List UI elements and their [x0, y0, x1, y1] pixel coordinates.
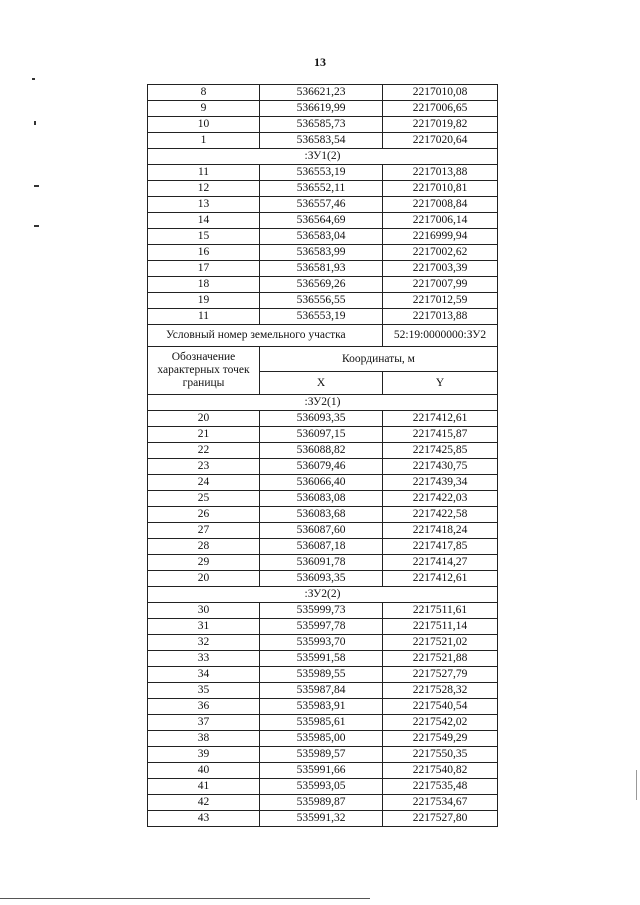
- y-coordinate-cell: 2217003,39: [383, 261, 498, 277]
- x-coordinate-cell: 536583,54: [260, 133, 383, 149]
- x-coordinate-cell: 535989,87: [260, 795, 383, 811]
- point-number-cell: 36: [148, 699, 260, 715]
- table-row: [148, 459, 498, 475]
- y-coordinate-cell: 2217414,27: [383, 555, 498, 571]
- y-coordinate-cell: 2217430,75: [383, 459, 498, 475]
- point-number-cell: 8: [148, 85, 260, 101]
- table-row: [148, 747, 498, 763]
- x-coordinate-cell: 536087,18: [260, 539, 383, 555]
- x-coordinate-cell: 536557,46: [260, 197, 383, 213]
- table-row: [148, 619, 498, 635]
- y-coordinate-cell: 2217019,82: [383, 117, 498, 133]
- table-row: [148, 699, 498, 715]
- y-coordinate-cell: 2217008,84: [383, 197, 498, 213]
- y-coordinate-cell: 2217422,58: [383, 507, 498, 523]
- y-coordinate-cell: 2217002,62: [383, 245, 498, 261]
- point-number-cell: 30: [148, 603, 260, 619]
- point-number-cell: 11: [148, 165, 260, 181]
- x-coordinate-cell: 536083,68: [260, 507, 383, 523]
- table-row: [148, 261, 498, 277]
- table-row: [148, 555, 498, 571]
- point-number-cell: 35: [148, 683, 260, 699]
- table-row: [148, 309, 498, 325]
- table-row: [148, 795, 498, 811]
- table-row: [148, 715, 498, 731]
- point-number-cell: 13: [148, 197, 260, 213]
- point-number-cell: 18: [148, 277, 260, 293]
- x-coordinate-cell: 536083,08: [260, 491, 383, 507]
- table-row: [148, 571, 498, 587]
- x-coordinate-cell: 535985,61: [260, 715, 383, 731]
- table-row: [148, 293, 498, 309]
- point-number-cell: 33: [148, 651, 260, 667]
- table-row: [148, 539, 498, 555]
- scan-mark: [34, 225, 39, 227]
- y-coordinate-cell: 2217542,02: [383, 715, 498, 731]
- y-coordinate-cell: 2217417,85: [383, 539, 498, 555]
- point-number-cell: 41: [148, 779, 260, 795]
- y-coordinate-cell: 2217425,85: [383, 443, 498, 459]
- x-coordinate-cell: 535985,00: [260, 731, 383, 747]
- point-number-cell: 43: [148, 811, 260, 827]
- table-row: [148, 133, 498, 149]
- x-coordinate-cell: 536621,23: [260, 85, 383, 101]
- table-row: [148, 101, 498, 117]
- table-row: [148, 427, 498, 443]
- point-number-cell: 9: [148, 101, 260, 117]
- point-number-cell: 14: [148, 213, 260, 229]
- point-number-cell: 16: [148, 245, 260, 261]
- x-coordinate-cell: 536564,69: [260, 213, 383, 229]
- x-coordinate-cell: 535991,32: [260, 811, 383, 827]
- x-coordinate-cell: 535991,66: [260, 763, 383, 779]
- x-coordinate-cell: 536097,15: [260, 427, 383, 443]
- x-coordinate-cell: 536556,55: [260, 293, 383, 309]
- y-coordinate-cell: 2217540,82: [383, 763, 498, 779]
- y-coordinate-cell: 2217412,61: [383, 411, 498, 427]
- table-row: [148, 443, 498, 459]
- point-number-cell: 20: [148, 571, 260, 587]
- point-number-cell: 22: [148, 443, 260, 459]
- x-coordinate-cell: 536066,40: [260, 475, 383, 491]
- table-row: [148, 779, 498, 795]
- table-row: [148, 181, 498, 197]
- y-coordinate-cell: 2217534,67: [383, 795, 498, 811]
- x-coordinate-cell: 536569,26: [260, 277, 383, 293]
- section-zu2-1: [148, 395, 498, 411]
- y-coordinate-cell: 2217550,35: [383, 747, 498, 763]
- point-number-cell: 11: [148, 309, 260, 325]
- coordinates-table: [147, 84, 498, 827]
- parcel-header: [148, 325, 498, 395]
- y-coordinate-cell: 2217422,03: [383, 491, 498, 507]
- point-number-cell: 26: [148, 507, 260, 523]
- y-coordinate-cell: 2217020,64: [383, 133, 498, 149]
- point-number-cell: 42: [148, 795, 260, 811]
- point-number-cell: 28: [148, 539, 260, 555]
- header-y: Y: [383, 372, 498, 395]
- section-label-row: [148, 395, 498, 411]
- table-row: [148, 603, 498, 619]
- y-coordinate-cell: 2217540,54: [383, 699, 498, 715]
- table-row: [148, 731, 498, 747]
- x-coordinate-cell: 535989,55: [260, 667, 383, 683]
- table-row: [148, 213, 498, 229]
- x-coordinate-cell: 535993,70: [260, 635, 383, 651]
- section-zu2-2: [148, 587, 498, 603]
- table-row: [148, 683, 498, 699]
- section-before: [148, 85, 498, 149]
- y-coordinate-cell: 2216999,94: [383, 229, 498, 245]
- section-label: :ЗУ1(2): [148, 149, 498, 165]
- point-number-cell: 1: [148, 133, 260, 149]
- y-coordinate-cell: 2217012,59: [383, 293, 498, 309]
- x-coordinate-cell: 536088,82: [260, 443, 383, 459]
- x-coordinate-cell: 536553,19: [260, 309, 383, 325]
- x-coordinate-cell: 536583,99: [260, 245, 383, 261]
- point-number-cell: 27: [148, 523, 260, 539]
- y-coordinate-cell: 2217415,87: [383, 427, 498, 443]
- x-coordinate-cell: 536581,93: [260, 261, 383, 277]
- x-coordinate-cell: 536087,60: [260, 523, 383, 539]
- point-number-cell: 25: [148, 491, 260, 507]
- point-number-cell: 21: [148, 427, 260, 443]
- scan-mark: [636, 770, 637, 800]
- x-coordinate-cell: 535987,84: [260, 683, 383, 699]
- section-label: :ЗУ2(1): [148, 395, 498, 411]
- point-number-cell: 24: [148, 475, 260, 491]
- y-coordinate-cell: 2217007,99: [383, 277, 498, 293]
- y-coordinate-cell: 2217006,65: [383, 101, 498, 117]
- table-row: [148, 523, 498, 539]
- y-coordinate-cell: 2217010,08: [383, 85, 498, 101]
- table-row: [148, 277, 498, 293]
- header-row-top: [148, 347, 498, 372]
- table-row: [148, 85, 498, 101]
- point-number-cell: 10: [148, 117, 260, 133]
- section-label-row: [148, 149, 498, 165]
- table-row: [148, 491, 498, 507]
- table-row: [148, 763, 498, 779]
- point-number-cell: 40: [148, 763, 260, 779]
- x-coordinate-cell: 535993,05: [260, 779, 383, 795]
- point-number-cell: 12: [148, 181, 260, 197]
- scan-line: [0, 898, 370, 899]
- header-designation: Обозначение характерных точек границы: [148, 347, 260, 395]
- point-number-cell: 20: [148, 411, 260, 427]
- table-row: [148, 635, 498, 651]
- scan-mark: [34, 121, 36, 125]
- table-row: [148, 411, 498, 427]
- x-coordinate-cell: 536583,04: [260, 229, 383, 245]
- scan-mark: [34, 185, 39, 187]
- x-coordinate-cell: 536093,35: [260, 411, 383, 427]
- x-coordinate-cell: 536091,78: [260, 555, 383, 571]
- y-coordinate-cell: 2217549,29: [383, 731, 498, 747]
- x-coordinate-cell: 535997,78: [260, 619, 383, 635]
- x-coordinate-cell: 536552,11: [260, 181, 383, 197]
- y-coordinate-cell: 2217521,88: [383, 651, 498, 667]
- section-zu1-2: [148, 149, 498, 165]
- x-coordinate-cell: 536585,73: [260, 117, 383, 133]
- section-zu2-2-rows: [148, 603, 498, 827]
- x-coordinate-cell: 535983,91: [260, 699, 383, 715]
- table-row: [148, 651, 498, 667]
- x-coordinate-cell: 536079,46: [260, 459, 383, 475]
- point-number-cell: 23: [148, 459, 260, 475]
- x-coordinate-cell: 536553,19: [260, 165, 383, 181]
- y-coordinate-cell: 2217418,24: [383, 523, 498, 539]
- y-coordinate-cell: 2217528,32: [383, 683, 498, 699]
- parcel-number: 52:19:0000000:ЗУ2: [383, 325, 498, 347]
- table-row: [148, 117, 498, 133]
- header-coordinates: Координаты, м: [260, 347, 498, 372]
- point-number-cell: 34: [148, 667, 260, 683]
- x-coordinate-cell: 535989,57: [260, 747, 383, 763]
- table-row: [148, 811, 498, 827]
- point-number-cell: 17: [148, 261, 260, 277]
- table-row: [148, 667, 498, 683]
- y-coordinate-cell: 2217527,79: [383, 667, 498, 683]
- page-number: 13: [314, 55, 326, 69]
- x-coordinate-cell: 536619,99: [260, 101, 383, 117]
- table-row: [148, 245, 498, 261]
- parcel-row: [148, 325, 498, 347]
- y-coordinate-cell: 2217511,14: [383, 619, 498, 635]
- header-x: X: [260, 372, 383, 395]
- x-coordinate-cell: 535999,73: [260, 603, 383, 619]
- y-coordinate-cell: 2217535,48: [383, 779, 498, 795]
- point-number-cell: 15: [148, 229, 260, 245]
- scan-mark: [32, 78, 35, 80]
- point-number-cell: 37: [148, 715, 260, 731]
- x-coordinate-cell: 536093,35: [260, 571, 383, 587]
- y-coordinate-cell: 2217527,80: [383, 811, 498, 827]
- y-coordinate-cell: 2217439,34: [383, 475, 498, 491]
- y-coordinate-cell: 2217013,88: [383, 165, 498, 181]
- y-coordinate-cell: 2217010,81: [383, 181, 498, 197]
- table-row: [148, 507, 498, 523]
- point-number-cell: 32: [148, 635, 260, 651]
- parcel-label: Условный номер земельного участка: [148, 325, 383, 347]
- section-label-row: [148, 587, 498, 603]
- point-number-cell: 31: [148, 619, 260, 635]
- point-number-cell: 29: [148, 555, 260, 571]
- section-label: :ЗУ2(2): [148, 587, 498, 603]
- table-row: [148, 229, 498, 245]
- point-number-cell: 39: [148, 747, 260, 763]
- table-row: [148, 197, 498, 213]
- y-coordinate-cell: 2217006,14: [383, 213, 498, 229]
- x-coordinate-cell: 535991,58: [260, 651, 383, 667]
- y-coordinate-cell: 2217521,02: [383, 635, 498, 651]
- table-row: [148, 475, 498, 491]
- y-coordinate-cell: 2217412,61: [383, 571, 498, 587]
- y-coordinate-cell: 2217013,88: [383, 309, 498, 325]
- section-zu1-2-rows: [148, 165, 498, 325]
- point-number-cell: 38: [148, 731, 260, 747]
- point-number-cell: 19: [148, 293, 260, 309]
- table-row: [148, 165, 498, 181]
- y-coordinate-cell: 2217511,61: [383, 603, 498, 619]
- section-zu2-1-rows: [148, 411, 498, 587]
